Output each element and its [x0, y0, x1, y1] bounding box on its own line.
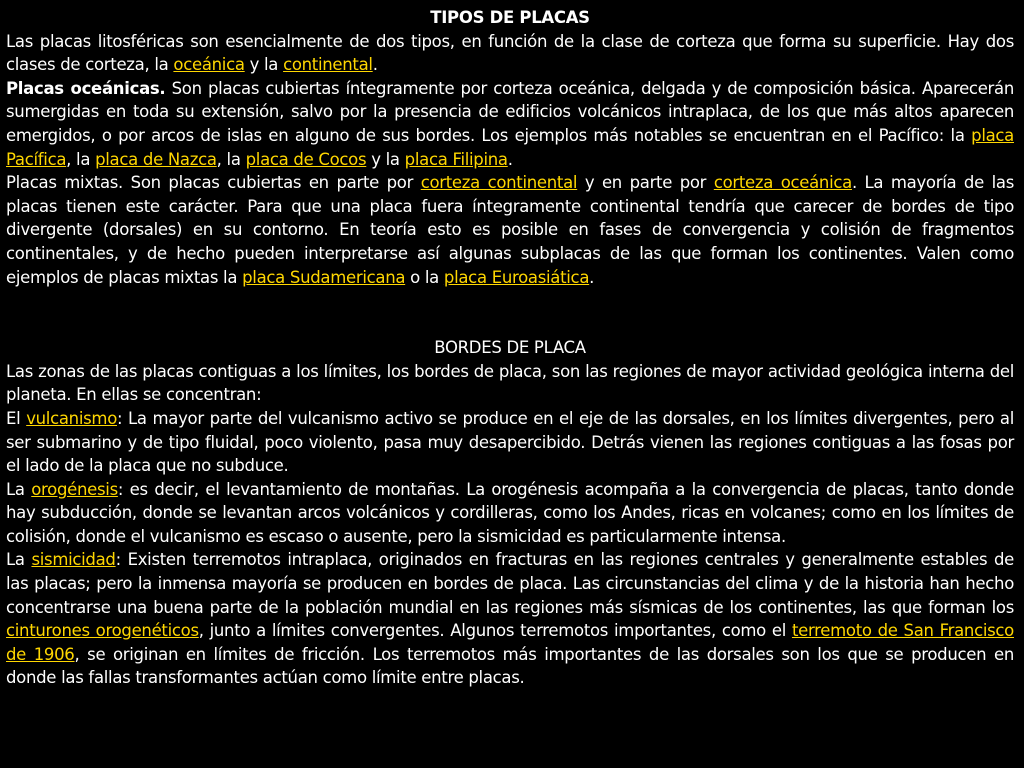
text-span: . — [507, 149, 513, 169]
placas-oceanicas-label: Placas oceánicas. — [6, 78, 166, 98]
text-span: Las placas litosféricas son esencialmente de dos tipos, en función de la clase de corteza que forma su superficie. Hay dos clases de corteza, la — [6, 31, 1014, 75]
link-orogenesis[interactable]: orogénesis — [31, 479, 118, 499]
link-corteza-oceanica[interactable]: corteza oceánica — [713, 173, 852, 193]
text-span: El — [6, 408, 27, 428]
link-cinturones-orogeneticos[interactable]: cinturones orogenéticos — [6, 621, 199, 641]
text-span: Placas mixtas. Son placas cubiertas en parte por — [6, 173, 421, 193]
paragraph-intro-bordes: Las zonas de las placas contiguas a los límites, los bordes de placa, son las regiones de mayor actividad geológica interna del planeta. En ellas se concentran: — [6, 361, 1014, 405]
text-span: y en parte por — [577, 173, 714, 193]
text-span: , se originan en límites de fricción. Los terremotos más importantes de las dorsales son los que se producen en donde las fallas transformantes actúan como límite entre placas. — [6, 644, 1014, 688]
paragraph-sismicidad — [6, 548, 1014, 690]
link-placa-euroasiatica[interactable]: placa Euroasiática — [443, 267, 590, 287]
link-terremoto-san-francisco[interactable]: terremoto de San Francisco de 1906 — [6, 621, 1014, 664]
link-placa-sudamericana[interactable]: placa Sudamericana — [242, 267, 406, 287]
section-title-tipos: TIPOS DE PLACAS — [430, 8, 590, 27]
text-span: . — [589, 267, 595, 287]
text-span: : Existen terremotos intraplaca, originados en fracturas en las regiones centrales y generalmente estables de las placas; pero la inmensa mayoría se producen en bordes de placa. Las circunstancias del clima y de la historia han hecho concentrarse una buena parte de la población mundial en las regiones más sísmicas de los continentes, las que forman los — [6, 550, 1015, 617]
text-span: , la — [216, 149, 246, 169]
link-vulcanismo[interactable]: vulcanismo — [26, 408, 117, 428]
text-span: , junto a límites convergentes. Algunos terremotos importantes, como el — [198, 621, 792, 641]
link-placa-nazca[interactable]: placa de Nazca — [95, 149, 217, 169]
text-span: o la — [405, 267, 444, 287]
section-title-bordes: BORDES DE PLACA — [434, 338, 586, 358]
text-span: Son placas cubiertas íntegramente por corteza oceánica, delgada y de composición básica. Aparecerán sumergidas en toda su extensión, salvo por la presencia de edificios volcánicos intraplaca, de los que más altos aparecen emergidos, o por arcos de islas en alguno de sus bordes. Los ejemplos más notables se encuentran en el Pacífico: la — [6, 78, 1014, 145]
text-span: y la — [244, 55, 284, 75]
link-corteza-continental[interactable]: corteza continental — [420, 173, 578, 193]
link-placa-filipina[interactable]: placa Filipina — [404, 149, 508, 169]
text-span: La — [6, 550, 32, 570]
link-placa-cocos[interactable]: placa de Cocos — [245, 149, 367, 169]
link-continental[interactable]: continental — [283, 55, 373, 75]
paragraph-placas-oceanicas — [6, 77, 1014, 171]
link-oceanica[interactable]: oceánica — [173, 55, 245, 75]
text-span: : es decir, el levantamiento de montañas. La orogénesis acompaña a la convergencia de placas, tanto donde hay subducción, donde se levantan arcos volcánicos y cordilleras, como los Andes, ricas en volcanes; como en los límites de colisión, donde el vulcanismo es escaso o ausente, pero la sismicidad es particularmente intensa. — [6, 479, 1015, 546]
slide-content — [6, 6, 1014, 690]
text-span: . — [372, 55, 378, 75]
link-placa-pacifica[interactable]: placa Pacífica — [6, 125, 1014, 169]
text-span: y la — [366, 149, 405, 169]
text-span: : La mayor parte del vulcanismo activo se produce en el eje de las dorsales, en los límites divergentes, pero al ser submarino y de tipo fluidal, poco violento, pasa muy desapercibido. Detrás vienen las regiones contiguas a las fosas por el lado de la placa que no subduce. — [6, 408, 1014, 476]
link-sismicidad[interactable]: sismicidad — [31, 550, 116, 570]
paragraph-intro-tipos — [6, 30, 1014, 77]
paragraph-placas-mixtas — [6, 171, 1014, 289]
text-span: . La mayoría de las placas tienen este carácter. Para que una placa fuera íntegramente continental tendría que carecer de bordes de tipo divergente (dorsales) en su contorno. En teoría esto es posible en fases de convergencia y colisión de fragmentos continentales, y de hecho pueden interpretarse así algunas subplacas de las que forman los continentes. Valen como ejemplos de placas mixtas la — [6, 173, 1014, 287]
text-span: , la — [66, 149, 96, 169]
section-spacer — [6, 289, 1014, 336]
paragraph-orogenesis — [6, 478, 1014, 549]
text-span: La — [6, 479, 32, 499]
paragraph-vulcanismo — [6, 407, 1014, 478]
